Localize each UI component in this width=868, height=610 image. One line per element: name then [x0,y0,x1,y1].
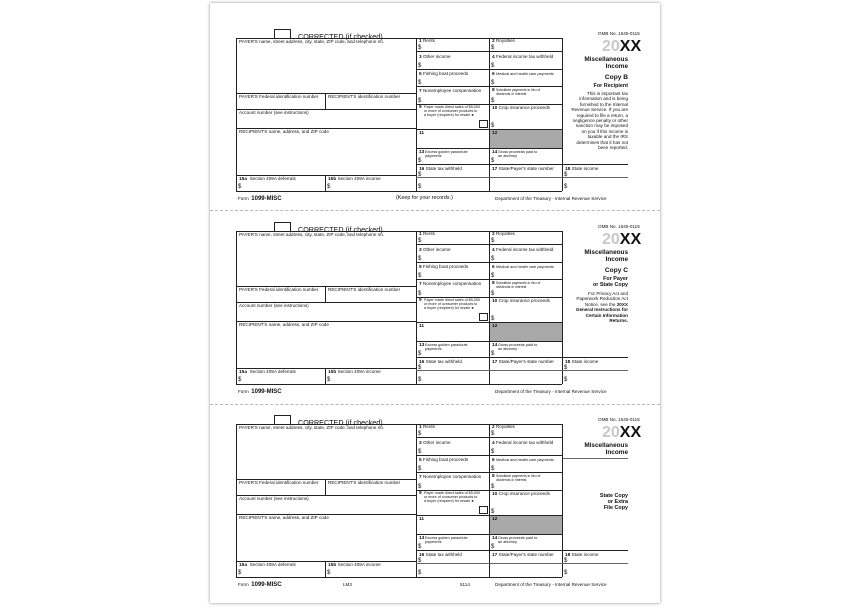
dollar-sign: $ [418,158,422,164]
box-8-number: 8 [492,474,495,479]
department-label: Department of the Treasury - Internal Revenue Service [495,582,607,587]
box-10-label: 10 Crop insurance proceeds [492,298,550,304]
dollar-sign: $ [418,184,422,190]
box-4-label: 4 Federal income tax withheld [492,440,554,446]
dollar-sign: $ [327,377,331,383]
box-15b-label: 15b Section 409A income [328,562,381,568]
box-3-label: 3 Other income [419,247,451,253]
box-16-label: 16 State tax withheld [419,166,462,172]
dollar-sign: $ [491,544,495,550]
dollar-sign: $ [418,351,422,357]
dollar-sign: $ [418,45,422,51]
dollar-sign: $ [564,570,568,576]
box-17-label: 17 State/Payer's state number [492,359,554,365]
dollar-sign: $ [491,238,495,244]
form-title: Miscellaneous Income [584,56,628,71]
box-11-number: 11 [419,517,425,522]
dollar-sign: $ [491,80,495,86]
box-10-label: 10 Crop insurance proceeds [492,105,550,111]
box-8-label: Substitute payments in lieu of dividends or interest [496,88,541,96]
dollar-sign: $ [418,291,422,297]
dollar-sign: $ [491,509,495,515]
account-number-label: Account number (see instructions) [239,496,309,501]
box-8-number: 8 [492,281,495,286]
box-15a-label: 15a Section 409A deferrals [239,369,296,375]
box-11-number: 11 [419,131,425,136]
box-13-number: 13 [419,536,425,541]
omb-number: OMB No. 1545-0115 [598,31,640,36]
dollar-sign: $ [491,63,495,69]
box-12-number: 12 [492,517,498,522]
box-13-number: 13 [419,150,425,155]
dollar-sign: $ [418,365,422,371]
payer-tin-label: PAYER'S Federal identification number [239,94,319,99]
dollar-sign: $ [564,365,568,371]
payer-name-label: PAYER'S name, street address, city, state, ZIP code, and telephone no. [239,425,385,430]
box-7-label: 7 Nonemployee compensation [419,281,482,287]
recipient-tin-label: RECIPIENT'S identification number [328,94,401,99]
box-14-label: Gross proceeds paid to an attorney [498,536,538,544]
dollar-sign: $ [418,544,422,550]
box-13-number: 13 [419,343,425,348]
box-8-label: Substitute payments in lieu of dividends or interest [496,474,541,482]
dollar-sign: $ [418,466,422,472]
box-15a-label: 15a Section 409A deferrals [239,176,296,182]
box-14-label: Gross proceeds paid to an attorney [498,343,538,351]
recipient-name-label: RECIPIENT'S name, address, and ZIP code [239,515,329,520]
box-15b-label: 15b Section 409A income [328,176,381,182]
box-11-number: 11 [419,324,425,329]
box-6-label: 6 Medical and health care payments [492,265,554,270]
payer-tin-label: PAYER'S Federal identification number [239,287,319,292]
dollar-sign: $ [418,98,422,104]
tax-year: 20XX [602,231,642,248]
dollar-sign: $ [418,377,422,383]
box-4-label: 4 Federal income tax withheld [492,247,554,253]
box-9-checkbox[interactable] [479,120,488,128]
box-5-label: 5 Fishing boat proceeds [419,264,469,270]
box-1-label: 1 Rents [419,424,435,430]
omb-number: OMB No. 1545-0115 [598,417,640,422]
copy-subtitle: For Recipient [593,83,628,89]
box-8-label: Substitute payments in lieu of dividends or interest [496,281,541,289]
box-12-number: 12 [492,131,498,136]
dollar-sign: $ [564,558,568,564]
box-9-label: Payer made direct sales of $5,000 or more of consumer products to a buyer (recipient) for resale ► [424,298,480,310]
payer-name-label: PAYER'S name, street address, city, state, ZIP code, and telephone no. [239,232,385,237]
stock-code: 5114 [460,582,470,587]
keep-notice: (Keep for your records.) [396,195,453,201]
box-9-label: Payer made direct sales of $5,000 or more of consumer products to a buyer (recipient) for resale ► [424,491,480,503]
dollar-sign: $ [418,172,422,178]
box-16-label: 16 State tax withheld [419,552,462,558]
dollar-sign: $ [418,431,422,437]
dollar-sign: $ [418,484,422,490]
form-sheet [210,3,660,603]
copy-name: State Copy or Extra File Copy [599,493,628,512]
copy-notice: For Privacy Act and Paperwork Reduction Act Notice, see the 20XX General Instructions for Certain Information Returns. [575,291,628,324]
box-13-label: Excess golden parachute payments [425,150,468,158]
box-3-label: 3 Other income [419,54,451,60]
box-17-label: 17 State/Payer's state number [492,552,554,558]
recipient-name-label: RECIPIENT'S name, address, and ZIP code [239,129,329,134]
box-13-label: Excess golden parachute payments [425,343,468,351]
form-footer: Form 1099-MISC [238,196,282,202]
dollar-sign: $ [418,80,422,86]
box-9-number: 9 [419,298,422,303]
box-15b-label: 15b Section 409A income [328,369,381,375]
box-5-label: 5 Fishing boat proceeds [419,457,469,463]
recipient-name-label: RECIPIENT'S name, address, and ZIP code [239,322,329,327]
copy-notice: This is important tax information and is being furnished to the Internal Revenue Service. If you are required to file a return, a negligence penalty or other sanction may be imposed on you if this income is taxable and the IRS determines that it has not been reported. [571,91,628,151]
box-16-label: 16 State tax withheld [419,359,462,365]
copy-b-section [210,3,660,202]
box-4-label: 4 Federal income tax withheld [492,54,554,60]
box-18-label: 18 State income [565,359,599,365]
department-label: Department of the Treasury - Internal Revenue Service [495,196,607,201]
department-label: Department of the Treasury - Internal Revenue Service [495,389,607,394]
box-2-label: 2 Royalties [492,38,515,44]
dollar-sign: $ [238,570,242,576]
box-14-number: 14 [492,150,498,155]
form-footer: Form 1099-MISC [238,389,282,395]
box-15a-label: 15a Section 409A deferrals [239,562,296,568]
dollar-sign: $ [238,184,242,190]
dollar-sign: $ [418,570,422,576]
dollar-sign: $ [491,466,495,472]
box-7-label: 7 Nonemployee compensation [419,474,482,480]
box-14-number: 14 [492,536,498,541]
box-3-label: 3 Other income [419,440,451,446]
box-12-number: 12 [492,324,498,329]
box-9-checkbox[interactable] [479,506,488,514]
box-13-label: Excess golden parachute payments [425,536,468,544]
payer-name-label: PAYER'S name, street address, city, state, ZIP code, and telephone no. [239,39,385,44]
box-1-label: 1 Rents [419,38,435,44]
dollar-sign: $ [564,377,568,383]
box-1-label: 1 Rents [419,231,435,237]
payer-tin-label: PAYER'S Federal identification number [239,480,319,485]
dollar-sign: $ [491,158,495,164]
tax-year: 20XX [602,38,642,55]
box-17-label: 17 State/Payer's state number [492,166,554,172]
dollar-sign: $ [491,256,495,262]
box-18-label: 18 State income [565,166,599,172]
dollar-sign: $ [418,238,422,244]
box-9-number: 9 [419,105,422,110]
form-title: Miscellaneous Income [584,249,628,264]
box-7-label: 7 Nonemployee compensation [419,88,482,94]
dollar-sign: $ [491,45,495,51]
box-5-label: 5 Fishing boat proceeds [419,71,469,77]
dollar-sign: $ [418,63,422,69]
box-18-label: 18 State income [565,552,599,558]
box-10-label: 10 Crop insurance proceeds [492,491,550,497]
dollar-sign: $ [564,184,568,190]
dollar-sign: $ [491,291,495,297]
dollar-sign: $ [491,484,495,490]
copy-name: Copy C [604,267,628,274]
tax-year: 20XX [602,424,642,441]
copy-state-section [210,389,660,588]
box-2-label: 2 Royalties [492,424,515,430]
dollar-sign: $ [238,377,242,383]
box-2-label: 2 Royalties [492,231,515,237]
copy-name: Copy B [604,74,628,81]
dollar-sign: $ [491,123,495,129]
corrected-label: CORRECTED (if checked) [298,32,383,41]
box-14-label: Gross proceeds paid to an attorney [498,150,538,158]
box-9-label: Payer made direct sales of $5,000 or more of consumer products to a buyer (recipient) for resale ► [424,105,480,117]
box-6-label: 6 Medical and health care payments [492,72,554,77]
box-6-label: 6 Medical and health care payments [492,458,554,463]
box-9-checkbox[interactable] [479,313,488,321]
dollar-sign: $ [418,449,422,455]
box-14-number: 14 [492,343,498,348]
dollar-sign: $ [327,184,331,190]
dollar-sign: $ [564,172,568,178]
dollar-sign: $ [491,98,495,104]
dollar-sign: $ [491,449,495,455]
copy-subtitle: For Payer or State Copy [592,276,628,289]
form-footer: Form 1099-MISC [238,582,282,588]
box-9-number: 9 [419,491,422,496]
omb-number: OMB No. 1545-0115 [598,224,640,229]
dollar-sign: $ [418,273,422,279]
recipient-tin-label: RECIPIENT'S identification number [328,480,401,485]
form-title: Miscellaneous Income [584,442,628,457]
account-number-label: Account number (see instructions) [239,303,309,308]
dollar-sign: $ [418,256,422,262]
copy-c-section [210,196,660,395]
dollar-sign: $ [491,431,495,437]
account-number-label: Account number (see instructions) [239,110,309,115]
corrected-label: CORRECTED (if checked) [298,418,383,427]
dollar-sign: $ [418,558,422,564]
dollar-sign: $ [491,273,495,279]
dollar-sign: $ [491,351,495,357]
corrected-label: CORRECTED (if checked) [298,225,383,234]
dollar-sign: $ [327,570,331,576]
lm3-code: LM3 [343,582,352,587]
dollar-sign: $ [491,316,495,322]
box-8-number: 8 [492,88,495,93]
recipient-tin-label: RECIPIENT'S identification number [328,287,401,292]
